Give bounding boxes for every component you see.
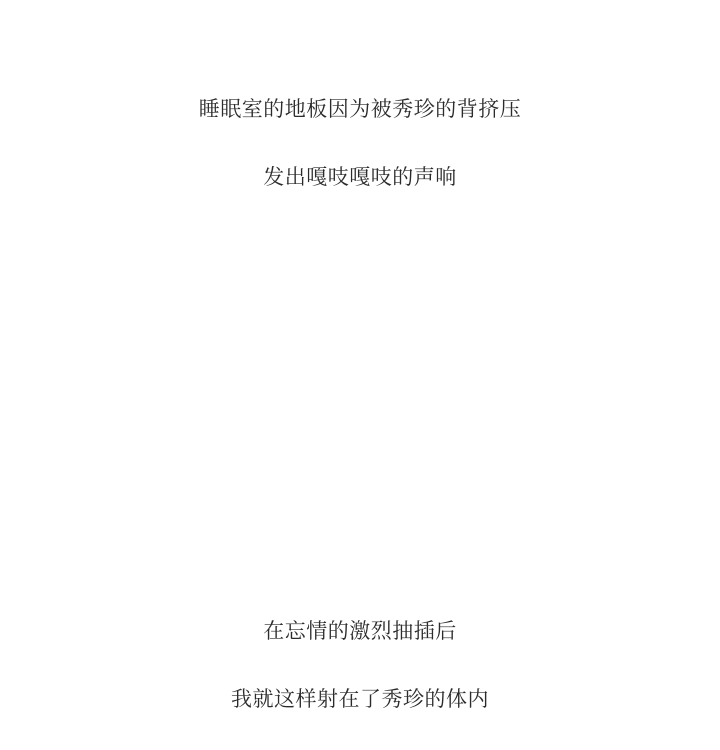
caption-bottom-line-1: 在忘情的激烈抽插后 (263, 619, 457, 643)
caption-top-line-1: 睡眠室的地板因为被秀珍的背挤压 (198, 97, 522, 121)
caption-block-top (0, 58, 720, 228)
caption-top-line-2: 发出嘎吱嘎吱的声响 (263, 165, 457, 189)
caption-block-bottom (0, 580, 720, 750)
caption-bottom-line-2: 我就这样射在了秀珍的体内 (231, 687, 489, 711)
